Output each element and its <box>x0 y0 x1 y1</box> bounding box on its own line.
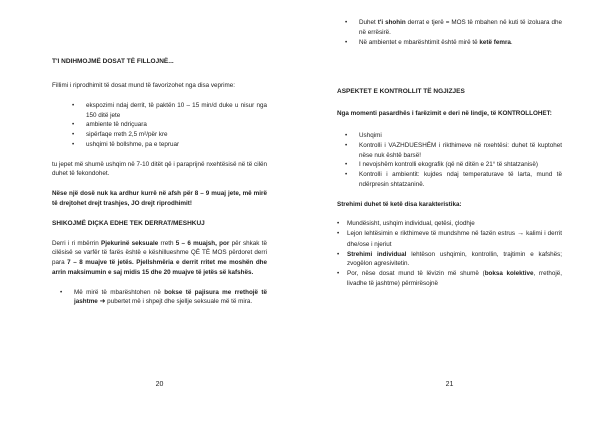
list-item: • ekspozimi ndaj derrit, të paktën 10 – 15 min/d duke u nisur nga 150 ditë jete <box>64 101 267 121</box>
arrow-right-icon: ➜ <box>99 298 106 306</box>
list-item: • ushqimi të bollshme, pa e tepruar <box>64 140 267 150</box>
arrow-right-icon: → <box>517 230 525 238</box>
contact-list <box>337 18 562 47</box>
intro-paragraph: Fillimi i riprodhimit të dosat mund të favorizohet nga disa veprime: <box>52 82 236 90</box>
right-page <box>337 0 562 425</box>
housing-boars-list <box>52 288 267 309</box>
heading-gestation-control: ASPEKTET E KONTROLLIT TË NGJIZJES <box>337 88 465 96</box>
list-item: • Më mirë të mbarështohen në bokse të pajisura me rrethojë të jashtme ➜ pubertet më i shpejt dhe sjellje seksuale më të mira. <box>52 288 267 309</box>
list-item: • sipërfaqe rreth 2,5 m²/për kre <box>64 130 267 140</box>
list-item: • Ushqimi <box>337 131 562 141</box>
page-number-right: 21 <box>445 381 454 388</box>
control-list <box>337 131 562 190</box>
list-item: • Strehimi individual lehtëson ushqimin, kontrollin, trajtimin e kafshës; zvogëlon agresivitetin. <box>337 250 562 270</box>
list-item: • Kontrolli i ambientit: kujdes ndaj temperaturave të larta, mund të ndërpresin shtatzaninë. <box>337 170 562 190</box>
left-page <box>52 0 267 425</box>
housing-list <box>337 219 562 288</box>
list-item: • Por, nëse dosat mund të lëvizin më shumë (boksa kolektive, rrethojë, livadhe të jashtme) përmirësojnë <box>337 269 562 289</box>
list-item: • I nevojshëm kontrolli ekografik (që në ditën e 21° të shtatzanisë) <box>337 160 562 170</box>
heading-start-sows: T'I NDIHMOJMË DOSAT TË FILLOJNË... <box>52 58 174 65</box>
housing-heading: Strehimi duhet të ketë disa karakteristika: <box>337 200 462 208</box>
list-item: • ambiente të ndriçuara <box>64 120 267 130</box>
page-number-left: 20 <box>155 381 164 388</box>
list-item: • Duhet t'i shohin derrat e tjerë = MOS të mbahen në kuti të izoluara dhe në errësirë. <box>337 18 562 38</box>
feeding-paragraph: tu jepet më shumë ushqim në 7-10 ditët që i paraprijnë nxehtësisë në të cilën duhet të fekondohet. <box>52 160 267 178</box>
list-item: • Lejon lehtësimin e rikthimeve të mundshme në fazën estrus → kalimi i derrit dhe/ose i njeriut <box>337 229 562 250</box>
heading-boars: SHIKOJMË DIÇKA EDHE TEK DERRAT/MESHKUJ <box>52 219 205 227</box>
list-item: • Në ambientet e mbarështimit është mirë të ketë femra. <box>337 38 562 48</box>
actions-list <box>52 101 267 150</box>
puberty-paragraph: Derri i ri mbërrin Pjekurinë seksuale rreth 5 – 6 muajsh, por për shkak të cilësisë se varfër të farës është e këshillueshme QË TË MOS përdoret derri para 7 – 8 muajve të jetës. Pjellshmëria e derrit rritet me moshën dhe arrin maksimumin e saj midis 15 dhe 20 muajve të jetës së kafshës. <box>52 239 268 276</box>
list-item: • Kontrolli i VAZHDUESHËM i rikthimeve në nxehtësi: duhet të kuptohet nëse nuk është barsë! <box>337 141 562 161</box>
list-item: • Mundësisht, ushqim individual, qetësi, çlodhje <box>337 219 562 229</box>
moment-paragraph: Nga momenti pasardhës i farëzimit e deri në lindje, të KONTROLLOHET: <box>337 110 552 118</box>
note-paragraph: Nëse një dosë nuk ka ardhur kurrë në afsh për 8 – 9 muaj jete, më mirë të drejtohet drejt trashjes, JO drejt riprodhimit! <box>52 190 267 207</box>
